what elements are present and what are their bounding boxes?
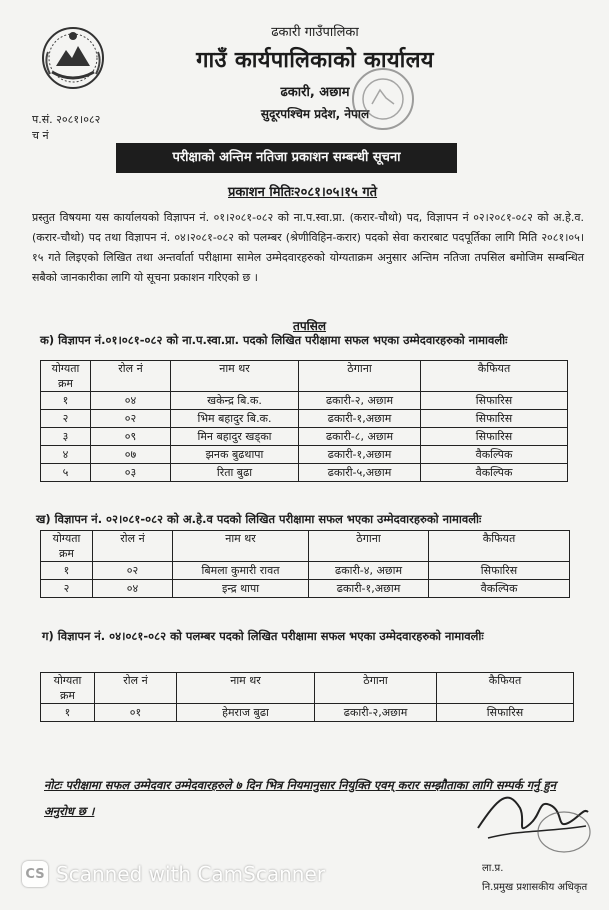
office-title: गाउँ कार्यपालिकाको कार्यालय: [196, 48, 434, 73]
results-table-b: [40, 530, 570, 598]
office-address: ढकारी, अछाम: [280, 85, 350, 100]
address-header: ठेगाना: [309, 531, 429, 562]
publish-date: प्रकाशन मितिः२०८१।०५।१५ गते: [228, 185, 378, 200]
reference-number: प.सं. २०८१।०८२: [32, 113, 101, 126]
applicant-note: नोटः परीक्षामा सफल उम्मेदवार उम्मेदवारहरुले ७ दिन भित्र नियमानुसार नियुक्ति एवम् करार सम्झौताका लागि सम्पर्क गर्नु हुन अनुरोध छ ।: [44, 778, 557, 818]
name-header: नाम थर: [173, 531, 309, 562]
remarks-header: कैफियत: [429, 531, 570, 562]
address-header: ठेगाना: [315, 673, 437, 704]
section-b-title: ख) विज्ञापन नं. ०२।०८१-०८२ को अ.हे.व पदको लिखित परीक्षामा सफल भएका उम्मेदवारहरुको नामावलीः: [36, 512, 482, 526]
officer-label: ला.प्र.: [482, 863, 504, 874]
table-row: ४ ०७ झनक बुढथापा ढकारी-१,अछाम वैकल्पिक: [41, 446, 568, 464]
office-seal-stamp: [348, 64, 418, 134]
table-row: ३ ०९ मिन बहादुर खड्का ढकारी-८, अछाम सिफारिस: [41, 428, 568, 446]
name-header: नाम थर: [177, 673, 315, 704]
province-name: सुदूरपश्चिम प्रदेश, नेपाल: [260, 107, 370, 121]
table-row: १ ०१ हेमराज बुढा ढकारी-२,अछाम सिफारिस: [41, 704, 574, 722]
table-header-row: [41, 673, 574, 704]
roll-header: रोल नं: [93, 531, 173, 562]
camscanner-icon: CS: [22, 861, 48, 887]
section-c-title: ग) विज्ञापन नं. ०४।०८१-०८२ को पलम्बर पदको लिखित परीक्षामा सफल भएका उम्मेदवारहरुको नामावलीः: [42, 629, 484, 643]
section-a-title: क) विज्ञापन नं.०१।०८१-०८२ को ना.प.स्वा.प्रा. पदको लिखित परीक्षामा सफल भएका उम्मेदवारहरुको नामावलीः: [40, 333, 508, 347]
dispatch-number: च नं: [32, 129, 49, 142]
watermark-text: Scanned with CamScanner: [56, 862, 325, 886]
address-header: ठेगाना: [299, 361, 421, 392]
remarks-header: कैफियत: [437, 673, 574, 704]
results-table-c: [40, 672, 574, 722]
roll-header: रोल नं: [91, 361, 171, 392]
notice-banner: परीक्षाको अन्तिम नतिजा प्रकाशन सम्बन्धी सूचना: [116, 143, 457, 173]
signature-scribble: [468, 778, 596, 858]
roll-header: रोल नं: [95, 673, 177, 704]
remarks-header: कैफियत: [421, 361, 568, 392]
table-header-row: [41, 361, 568, 392]
rank-header: योग्यता क्रम: [41, 361, 91, 392]
camscanner-watermark: [22, 860, 325, 888]
rank-header: योग्यता क्रम: [41, 673, 95, 704]
table-row: १ ०२ बिमला कुमारी रावत ढकारी-४, अछाम सिफारिस: [41, 562, 570, 580]
notice-body: प्रस्तुत विषयमा यस कार्यालयको विज्ञापन नं. ०१।२०८१-०८२ को ना.प.स्वा.प्रा. (करार-चौथो) पद, विज्ञापन नं ०२।२०८१-०८२ को अ.हे.व. (करार-चौथो) पद तथा विज्ञापन नं. ०४।२०८१-०८२ को पलम्बर (श्रेणीविहिन-करार) पदको सेवा करारबाट पदपूर्तिका लागि मिति २०८१।०५।१५ गते लिइएको लिखित तथा अन्तर्वार्ता परीक्षामा सामेल उम्मेदवारहरुको योग्यताक्रम अनुसार अन्तिम नतिजा तपसिल बमोजिम सम्बन्धित सबैको जानकारीका लागि यो सूचना प्रकाशन गरिएको छ ।: [32, 211, 584, 284]
municipality-name: ढकारी गाउँपालिका: [271, 25, 359, 40]
table-row: २ ०४ इन्द्र थापा ढकारी-१,अछाम वैकल्पिक: [41, 580, 570, 598]
officer-title: नि.प्रमुख प्रशासकीय अधिकृत: [482, 882, 588, 893]
name-header: नाम थर: [171, 361, 299, 392]
results-table-a: [40, 360, 568, 482]
tapsil-heading: तपसिल: [293, 319, 327, 333]
nepal-emblem-icon: [38, 22, 108, 92]
table-row: ५ ०३ रिता बुढा ढकारी-५,अछाम वैकल्पिक: [41, 464, 568, 482]
rank-header: योग्यता क्रम: [41, 531, 93, 562]
table-header-row: [41, 531, 570, 562]
table-row: २ ०२ भिम बहादुर बि.क. ढकारी-१,अछाम सिफारिस: [41, 410, 568, 428]
table-row: १ ०४ खकेन्द्र बि.क. ढकारी-२, अछाम सिफारिस: [41, 392, 568, 410]
